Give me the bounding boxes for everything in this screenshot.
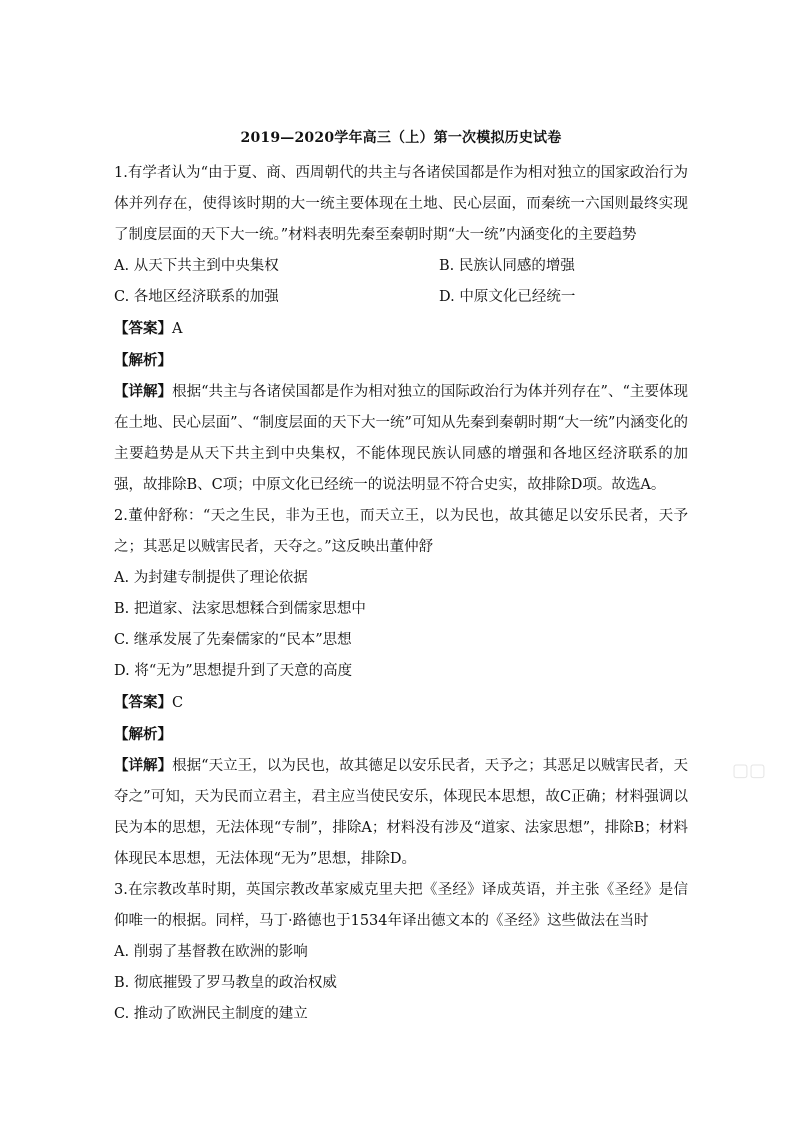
question-2 — [114, 501, 688, 875]
question-1 — [114, 158, 688, 501]
detail-text: 根据“共主与各诸侯国都是作为相对独立的国际政治行为体并列存在”、“主要体现在土地、民心层面”、“制度层面的天下大一统”可知从先秦到秦朝时期“大一统”内涵变化的主要趋势是从天下共主到中央集权，不能体现民族认同感的增强和各地区经济联系的加强，故排除B、C项；中原文化已经统一的说法明显不符合史实，故排除D项。故选A。 — [114, 384, 688, 493]
question-3 — [114, 875, 688, 1030]
answer-tag: 【答案】 — [114, 694, 172, 711]
detail-tag: 【详解】 — [114, 757, 173, 774]
answer-value: C — [172, 695, 184, 711]
question-1-analysis-tag: 【解析】 — [114, 352, 172, 369]
question-1-options-row-1 — [114, 251, 688, 282]
question-3-option-b: B. 彻底摧毁了罗马教皇的政治权威 — [114, 975, 337, 991]
detail-text: 根据“天立王，以为民也，故其德足以安乐民者，天予之；其恶足以贼害民者，天夺之”可知，天为民而立君主，君主应当使民安乐，体现民本思想，故C正确；材料强调以民为本的思想，无法体现“专制”，排除A；材料没有涉及“道家、法家思想”，排除B；材料体现民本思想，无法体现“无为”思想，排除D。 — [114, 758, 689, 867]
question-2-detail — [114, 750, 688, 875]
question-2-option-d: D. 将“无为”思想提升到了天意的高度 — [114, 663, 353, 679]
question-1-option-c: C. 各地区经济联系的加强 — [114, 289, 279, 305]
question-3-stem: 3.在宗教改革时期，英国宗教改革家威克里夫把《圣经》译成英语，并主张《圣经》是信仰唯一的根据。同样，马丁·路德也于1534年译出德文本的《圣经》这些做法在当时 — [114, 882, 688, 929]
question-2-answer — [114, 687, 688, 719]
question-3-option-a: A. 削弱了基督教在欧洲的影响 — [114, 944, 308, 960]
question-1-option-a: A. 从天下共主到中央集权 — [114, 258, 279, 274]
question-1-detail — [114, 376, 688, 501]
question-1-options-row-2 — [114, 282, 688, 313]
detail-tag: 【详解】 — [114, 383, 173, 400]
question-1-answer — [114, 313, 688, 345]
question-1-stem: 1.有学者认为“由于夏、商、西周朝代的共主与各诸侯国都是作为相对独立的国家政治行为体并列存在，使得该时期的大一统主要体现在土地、民心层面，而秦统一六国则最终实现了制度层面的天下大一统。”材料表明先秦至秦朝时期“大一统”内涵变化的主要趋势 — [114, 165, 688, 243]
question-3-option-c: C. 推动了欧洲民主制度的建立 — [114, 1006, 308, 1022]
question-1-option-b: B. 民族认同感的增强 — [439, 258, 575, 274]
exam-page — [114, 128, 688, 1030]
watermark-mark: ▢▢ — [732, 760, 767, 781]
answer-tag: 【答案】 — [114, 320, 172, 337]
exam-title: 2019—2020学年高三（上）第一次模拟历史试卷 — [240, 130, 562, 146]
question-2-analysis-tag: 【解析】 — [114, 726, 172, 743]
answer-value: A — [172, 321, 183, 337]
question-2-option-a: A. 为封建专制提供了理论依据 — [114, 570, 308, 586]
question-1-option-d: D. 中原文化已经统一 — [439, 289, 576, 305]
question-2-stem: 2.董仲舒称：“天之生民，非为王也，而天立王，以为民也，故其德足以安乐民者，天予之；其恶足以贼害民者，天夺之。”这反映出董仲舒 — [114, 508, 688, 555]
question-2-option-b: B. 把道家、法家思想糅合到儒家思想中 — [114, 601, 366, 617]
question-2-option-c: C. 继承发展了先秦儒家的“民本”思想 — [114, 632, 352, 648]
